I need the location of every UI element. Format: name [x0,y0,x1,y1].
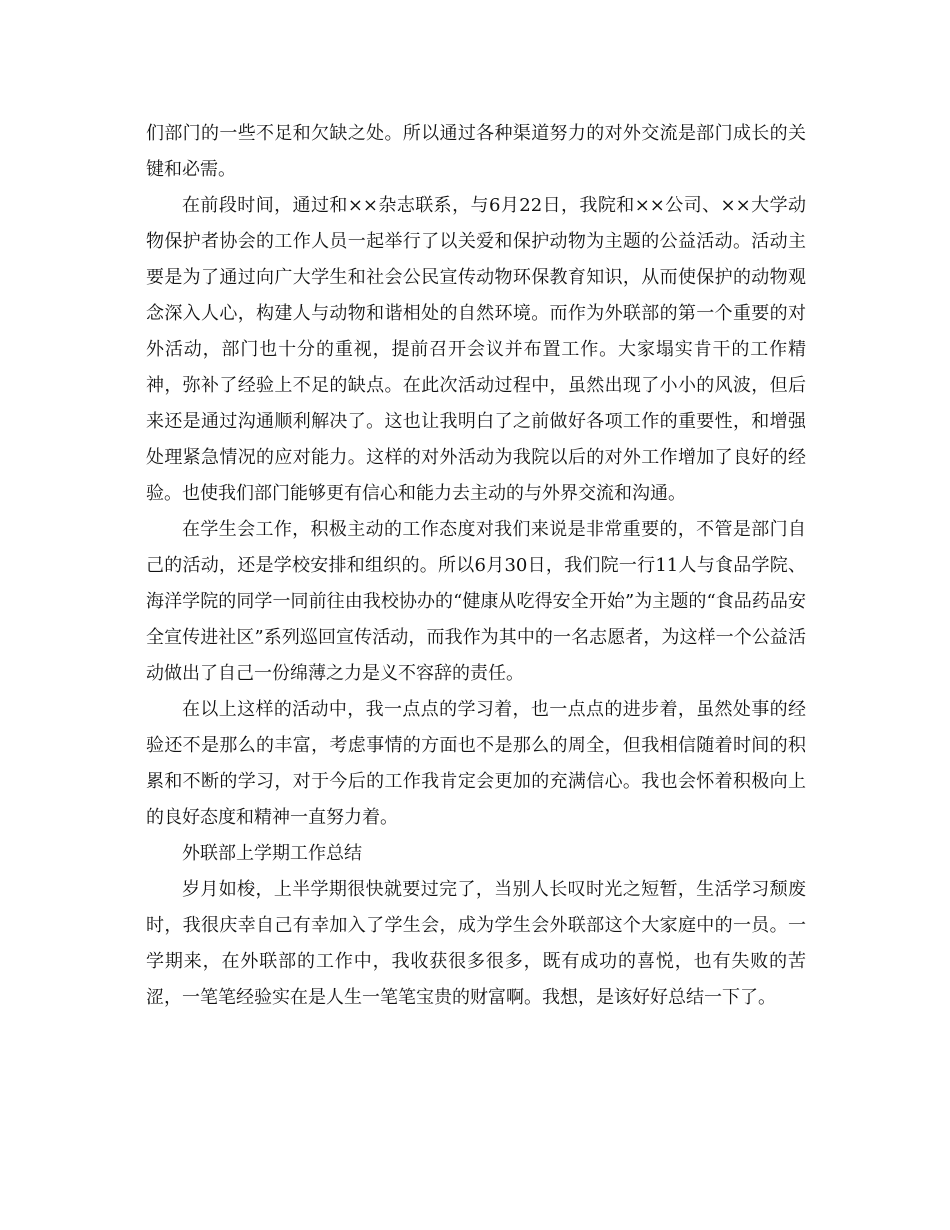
document-body [146,116,806,1016]
paragraph-learning-reflection: 在以上这样的活动中，我一点点的学习着，也一点点的进步着，虽然处事的经验还不是那么的丰富，考虑事情的方面也不是那么的周全，但我相信随着时间的积累和不断的学习，对于今后的工作我肯定会更加的充满信心。我也会怀着积极向上的良好态度和精神一直努力着。 [146,699,806,828]
paragraph-animal-protection-activity: 在前段时间，通过和××杂志联系，与6月22日，我院和××公司、××大学动物保护者协会的工作人员一起举行了以关爱和保护动物为主题的公益活动。活动主要是为了通过向广大学生和社会公民宣传动物环保教育知识，从而使保护的动物观念深入人心，构建人与动物和谐相处的自然环境。而作为外联部的第一个重要的对外活动，部门也十分的重视，提前召开会议并布置工作。大家塌实肯干的工作精神，弥补了经验上不足的缺点。在此次活动过程中，虽然出现了小小的风波，但后来还是通过沟通顺利解决了。这也让我明白了之前做好各项工作的重要性，和增强处理紧急情况的应对能力。这样的对外活动为我院以后的对外工作增加了良好的经验。也使我们部门能够更有信心和能力去主动的与外界交流和沟通。 [146,195,806,504]
paragraph-continuation: 们部门的一些不足和欠缺之处。所以通过各种渠道努力的对外交流是部门成长的关键和必需。 [146,123,806,180]
paragraph-semester-summary: 岁月如梭，上半学期很快就要过完了，当别人长叹时光之短暂，生活学习颓废时，我很庆幸自己有幸加入了学生会，成为学生会外联部这个大家庭中的一员。一学期来，在外联部的工作中，我收获很多很多，既有成功的喜悦，也有失败的苦涩，一笔笔经验实在是人生一笔笔宝贵的财富啊。我想，是该好好总结一下了。 [146,879,806,1008]
section-heading: 外联部上学期工作总结 [182,843,362,864]
paragraph-food-safety-activity: 在学生会工作，积极主动的工作态度对我们来说是非常重要的，不管是部门自己的活动，还是学校安排和组织的。所以6月30日，我们院一行11人与食品学院、海洋学院的同学一同前往由我校协办的“健康从吃得安全开始”为主题的“食品药品安全宣传进社区”系列巡回宣传活动，而我作为其中的一名志愿者，为这样一个公益活动做出了自己一份绵薄之力是义不容辞的责任。 [146,519,806,684]
